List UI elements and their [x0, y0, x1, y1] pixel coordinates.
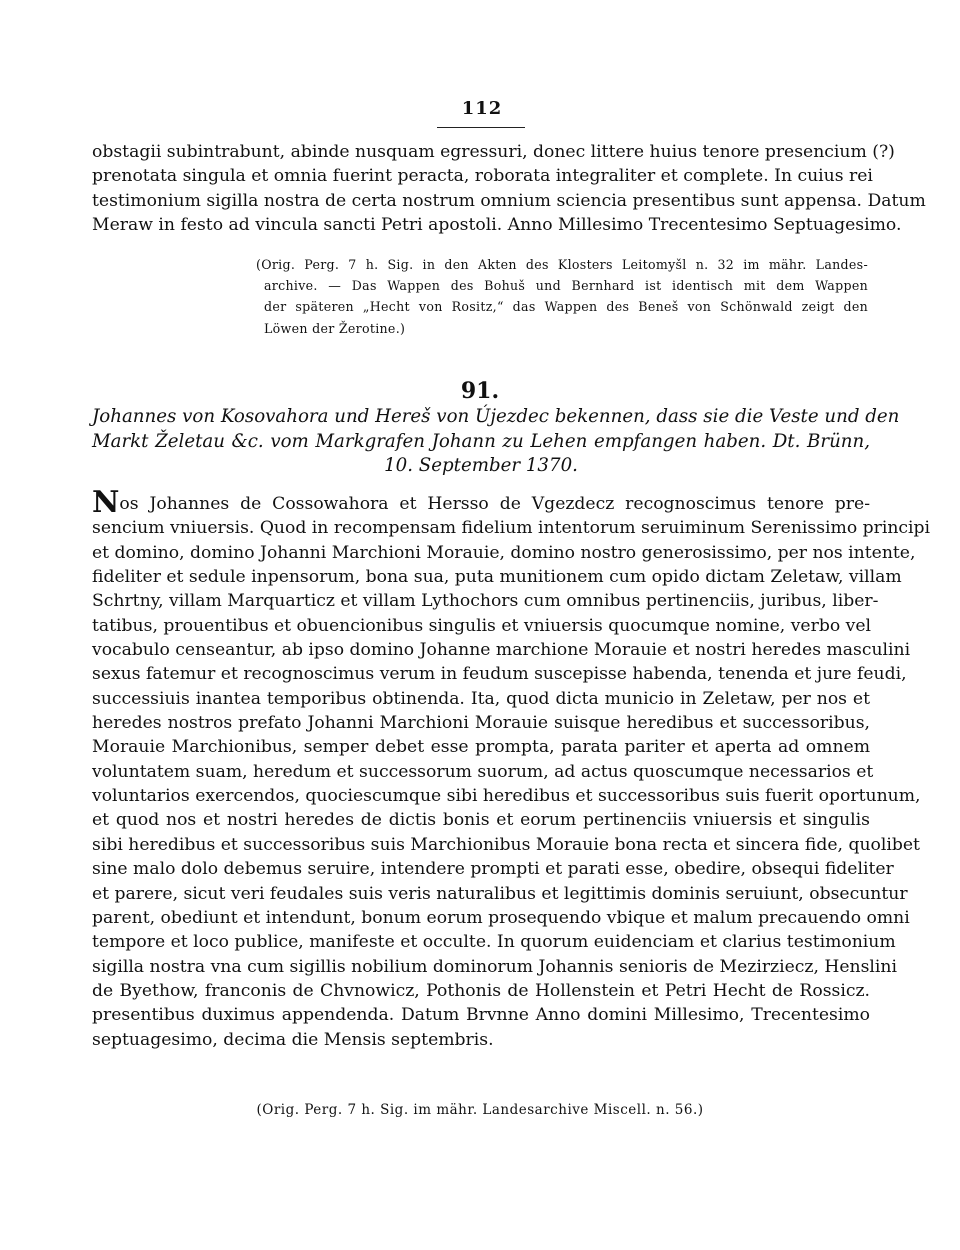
body-line: tatibus, prouentibus et obuencionibus singulis et vniuersis quocumque nomine, verbo vel — [92, 615, 872, 636]
archival-note — [256, 254, 868, 339]
page-number-rule — [437, 127, 525, 128]
body-line: et domino, domino Johanni Marchioni Morauie, domino nostro generosissimo, per nos intente, — [92, 542, 916, 563]
body-first-line — [92, 485, 870, 520]
initial-letter: N — [92, 485, 120, 520]
body-line: successiuis inantea temporibus obtinenda. Ita, quod dicta municio in Zeletaw, per nos et — [92, 688, 870, 709]
body-line: voluntatem suam, heredum et successorum suorum, ad actus quoscumque necessarios et — [92, 761, 874, 782]
body-line: septuagesimo, decima die Mensis septembris. — [92, 1029, 494, 1050]
text-line: testimonium sigilla nostra de certa nostrum omnium sciencia presentibus sunt appensa. Datum — [92, 190, 926, 211]
body-line: sine malo dolo debemus seruire, intendere prompti et parati esse, obedire, obsequi fideliter — [92, 859, 894, 880]
text-line: Meraw in festo ad vincula sancti Petri apostoli. Anno Millesimo Trecentesimo Septuagesimo. — [92, 215, 902, 236]
document-heading — [92, 405, 900, 479]
heading-line: 10. September 1370. — [384, 455, 578, 477]
heading-line: Johannes von Kosovahora und Hereš von Újezdec bekennen, dass sie die Veste und den — [92, 406, 900, 427]
body-line: sexus fatemur et recognoscimus verum in feudum suscepisse habenda, tenenda et jure feudi, — [92, 664, 907, 685]
body-line: sencium vniuersis. Quod in recompensam fidelium intentorum seruiminum Serenissimo principi — [92, 518, 931, 539]
note-line: der späteren „Hecht von Rositz,“ das Wappen des Beneš von Schönwald zeigt den — [264, 299, 868, 315]
body-line: sigilla nostra vna cum sigillis nobilium dominorum Johannis senioris de Mezirziecz, Henslini — [92, 956, 897, 977]
document-number: 91. — [460, 378, 500, 404]
body-line: de Byethow, franconis de Chvnowicz, Pothonis de Hollenstein et Petri Hecht de Rossicz. — [92, 980, 870, 1001]
body-line: vocabulo censeantur, ab ipso domino Johanne marchione Morauie et nostri heredes masculini — [92, 640, 911, 661]
document-body — [92, 485, 931, 1052]
source-note: (Orig. Perg. 7 h. Sig. im mähr. Landesarchive Miscell. n. 56.) — [256, 1102, 704, 1118]
body-line: tempore et loco publice, manifeste et occulte. In quorum euidenciam et clarius testimonium — [92, 932, 896, 953]
note-line: (Orig. Perg. 7 h. Sig. in den Akten des Klosters Leitomyšl n. 32 im mähr. Landes- — [256, 257, 868, 272]
heading-line: Markt Želetau &c. vom Markgrafen Johann zu Lehen empfangen haben. Dt. Brünn, — [92, 430, 870, 452]
body-line: fideliter et sedule inpensorum, bona sua, puta munitionem cum opido dictam Zeletaw, villam — [92, 567, 902, 588]
note-line: archive. — Das Wappen des Bohuš und Bernhard ist identisch mit dem Wappen — [264, 278, 868, 294]
page-number: 112 — [461, 98, 503, 119]
text-line: obstagii subintrabunt, abinde nusquam egressuri, donec littere huius tenore presencium (?) — [92, 142, 895, 162]
body-line: heredes nostros prefato Johanni Marchioni Morauie suisque heredibus et successoribus, — [92, 713, 870, 734]
body-line: Schrtny, villam Marquarticz et villam Lythochors cum omnibus pertinenciis, juribus, liber- — [92, 591, 879, 612]
body-line: voluntarios exercendos, quociescumque sibi heredibus et successoribus suis fuerit oportunum, — [92, 786, 921, 807]
note-line: Löwen der Žerotine.) — [264, 320, 406, 336]
body-line: Morauie Marchionibus, semper debet esse prompta, parata pariter et aperta ad omnem — [92, 737, 870, 758]
body-line: presentibus duximus appendenda. Datum Brvnne Anno domini Millesimo, Trecentesimo — [92, 1005, 870, 1026]
body-line: sibi heredibus et successoribus suis Marchionibus Morauie bona recta et sincera fide, quolibet — [92, 834, 920, 855]
body-line: et quod nos et nostri heredes de dictis bonis et eorum pertinenciis vniuersis et singulis — [92, 810, 870, 831]
body-line: parent, obediunt et intendunt, bonum eorum prosequendo vbique et malum precauendo omni — [92, 907, 910, 928]
body-first-line-text: os Johannes de Cossowahora et Hersso de Vgezdecz recognoscimus tenore pre- — [119, 494, 870, 514]
text-line: prenotata singula et omnia fuerint peracta, roborata integraliter et complete. In cuius rei — [92, 166, 873, 187]
body-line: et parere, sicut veri feudales suis veris naturalibus et legittimis dominis seruiunt, obsecuntur — [92, 883, 908, 904]
continuation-text — [92, 140, 926, 237]
